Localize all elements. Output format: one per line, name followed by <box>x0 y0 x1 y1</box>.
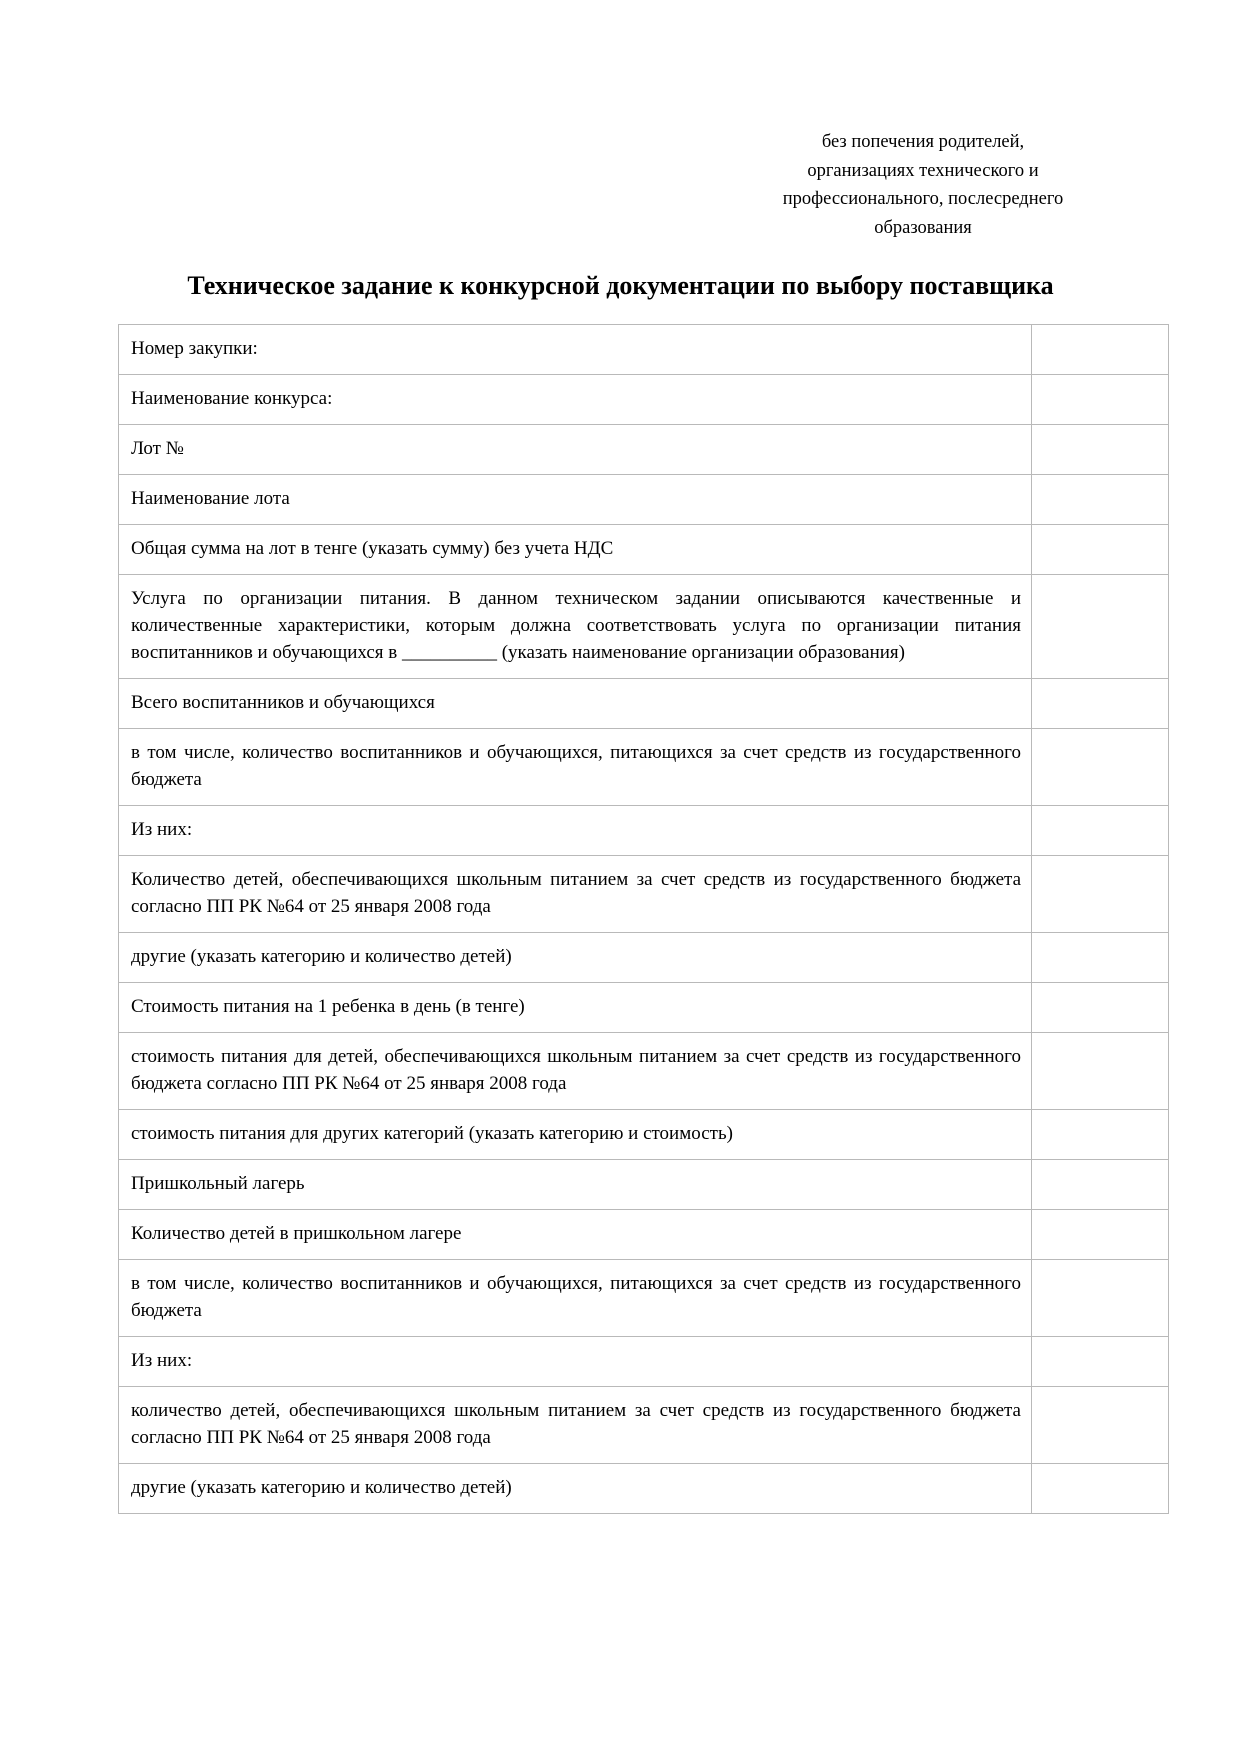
table-row <box>119 325 1169 375</box>
row-value[interactable] <box>1032 856 1169 933</box>
row-label: Номер закупки: <box>119 325 1032 375</box>
header-line-1: без попечения родителей, <box>821 132 1025 152</box>
row-label: стоимость питания для других категорий (указать категорию и стоимость) <box>119 1109 1032 1159</box>
row-label: Из них: <box>119 806 1032 856</box>
row-label: другие (указать категорию и количество детей) <box>119 932 1032 982</box>
row-value[interactable] <box>1032 1386 1169 1463</box>
table-row <box>119 1386 1169 1463</box>
table-row <box>119 575 1169 679</box>
table-body <box>119 325 1169 1513</box>
page-title: Техническое задание к конкурсной документации по выбору поставщика <box>187 270 1054 300</box>
row-value[interactable] <box>1032 1159 1169 1209</box>
row-label: Стоимость питания на 1 ребенка в день (в тенге) <box>119 982 1032 1032</box>
row-label: Пришкольный лагерь <box>119 1159 1032 1209</box>
technical-specification-table <box>118 324 1169 1513</box>
row-value[interactable] <box>1032 982 1169 1032</box>
table-row <box>119 1032 1169 1109</box>
table-row <box>119 1336 1169 1386</box>
row-value[interactable] <box>1032 375 1169 425</box>
row-label: количество детей, обеспечивающихся школьным питанием за счет средств из государственного бюджета согласно ПП РК №64 от 25 января 2008 года <box>119 1386 1032 1463</box>
row-value[interactable] <box>1032 932 1169 982</box>
header-line-4: образования <box>874 218 972 239</box>
row-label: Общая сумма на лот в тенге (указать сумму) без учета НДС <box>119 525 1032 575</box>
row-value[interactable] <box>1032 1209 1169 1259</box>
row-value[interactable] <box>1032 1032 1169 1109</box>
row-value[interactable] <box>1032 1259 1169 1336</box>
row-label: Количество детей в пришкольном лагере <box>119 1209 1032 1259</box>
table-row <box>119 1259 1169 1336</box>
table-row <box>119 729 1169 806</box>
row-value[interactable] <box>1032 1109 1169 1159</box>
table-row <box>119 982 1169 1032</box>
table-row <box>119 1209 1169 1259</box>
table-row <box>119 1109 1169 1159</box>
row-label: стоимость питания для детей, обеспечивающихся школьным питанием за счет средств из государственного бюджета согласно ПП РК №64 от 25 января 2008 года <box>119 1032 1032 1109</box>
row-value[interactable] <box>1032 1336 1169 1386</box>
table-row <box>119 475 1169 525</box>
row-label: Услуга по организации питания. В данном техническом задании описываются качественные и количественные характеристики, которым должна соответствовать услуга по организации питания воспитанников и обучающихся в __________ (указать наименование организации образования) <box>119 575 1032 679</box>
row-label: в том числе, количество воспитанников и обучающихся, питающихся за счет средств из государственного бюджета <box>119 1259 1032 1336</box>
table-row <box>119 525 1169 575</box>
row-value[interactable] <box>1032 575 1169 679</box>
table-row <box>119 806 1169 856</box>
table-row <box>119 679 1169 729</box>
header-line-3: профессионального, послесреднего <box>782 189 1064 210</box>
table-row <box>119 1463 1169 1513</box>
row-label: Наименование лота <box>119 475 1032 525</box>
row-value[interactable] <box>1032 1463 1169 1513</box>
row-label: Количество детей, обеспечивающихся школьным питанием за счет средств из государственного бюджета согласно ПП РК №64 от 25 января 2008 года <box>119 856 1032 933</box>
row-value[interactable] <box>1032 729 1169 806</box>
page-header <box>758 128 1088 243</box>
row-value[interactable] <box>1032 806 1169 856</box>
row-label: другие (указать категорию и количество детей) <box>119 1463 1032 1513</box>
row-label: Всего воспитанников и обучающихся <box>119 679 1032 729</box>
row-value[interactable] <box>1032 325 1169 375</box>
table-row <box>119 1159 1169 1209</box>
row-label: Наименование конкурса: <box>119 375 1032 425</box>
table-row <box>119 425 1169 475</box>
row-label: в том числе, количество воспитанников и обучающихся, питающихся за счет средств из государственного бюджета <box>119 729 1032 806</box>
row-value[interactable] <box>1032 679 1169 729</box>
row-value[interactable] <box>1032 525 1169 575</box>
table-row <box>119 856 1169 933</box>
row-value[interactable] <box>1032 425 1169 475</box>
table-row <box>119 375 1169 425</box>
header-line-2: организациях технического и <box>807 160 1039 181</box>
row-value[interactable] <box>1032 475 1169 525</box>
row-label: Из них: <box>119 1336 1032 1386</box>
table-row <box>119 932 1169 982</box>
row-label: Лот № <box>119 425 1032 475</box>
